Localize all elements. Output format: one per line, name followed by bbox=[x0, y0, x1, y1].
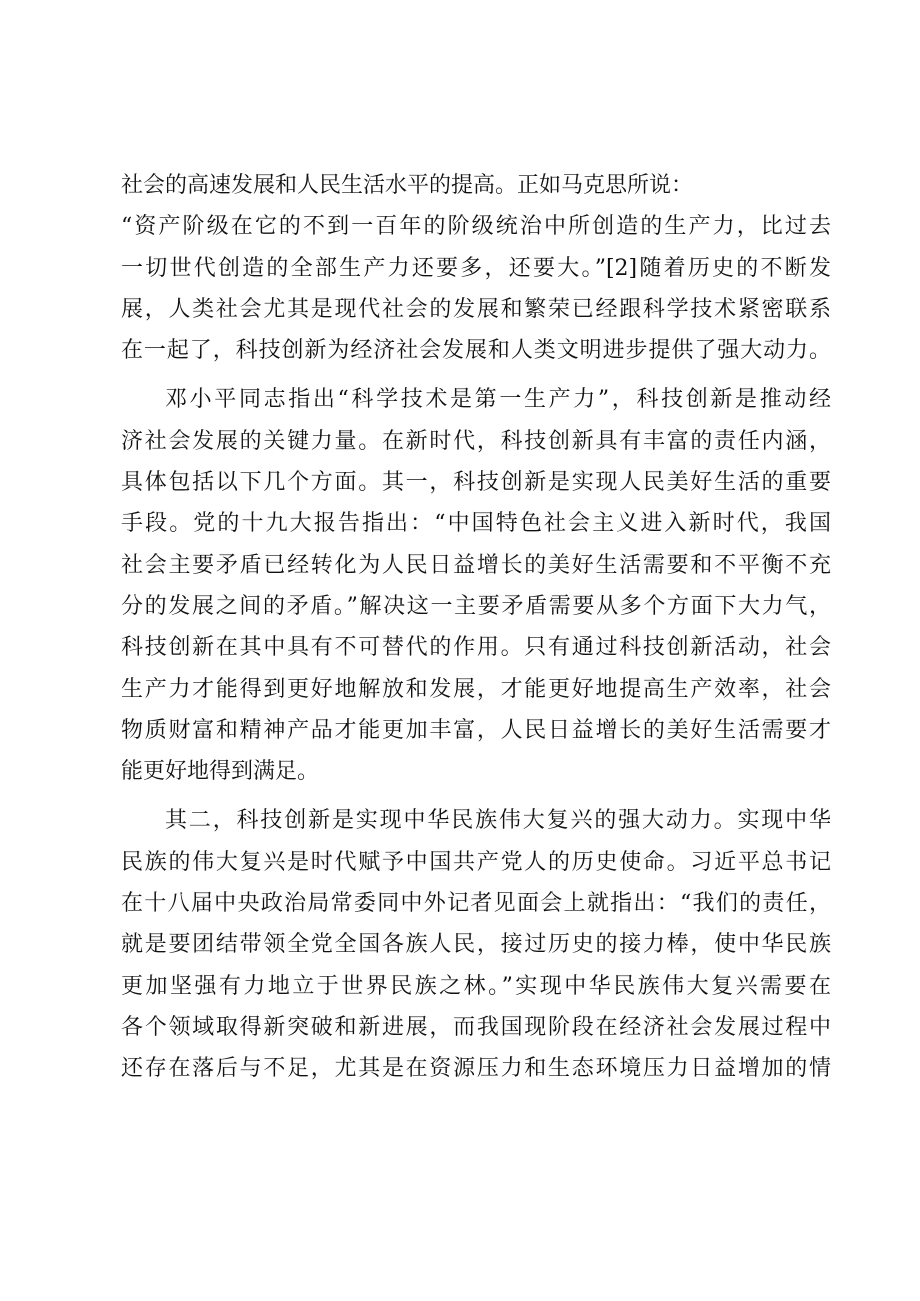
text-line: “资产阶级在它的不到一百年的阶级统治中所创造的生产力，比过去 bbox=[121, 214, 831, 240]
text-line: 还存在落后与不足，尤其是在资源压力和生态环境压力日益增加的情 bbox=[121, 1056, 831, 1082]
text-line: 邓小平同志指出“科学技术是第一生产力”，科技创新是推动经 bbox=[165, 387, 831, 413]
text-line: 各个领域取得新突破和新进展，而我国现阶段在经济社会发展过程中 bbox=[121, 1014, 831, 1040]
text-line: 就是要团结带领全党全国各族人民，接过历史的接力棒，使中华民族 bbox=[121, 932, 831, 958]
text-line: 更加坚强有力地立于世界民族之林。”实现中华民族伟大复兴需要在 bbox=[121, 973, 831, 999]
text-line: 物质财富和精神产品才能更加丰富，人民日益增长的美好生活需要才 bbox=[121, 717, 831, 743]
text-line: 社会主要矛盾已经转化为人民日益增长的美好生活需要和不平衡不充 bbox=[121, 552, 831, 578]
text-line: 展，人类社会尤其是现代社会的发展和繁荣已经跟科学技术紧密联系 bbox=[121, 296, 831, 322]
text-line: 生产力才能得到更好地解放和发展，才能更好地提高生产效率，社会 bbox=[121, 676, 831, 702]
text-line: 科技创新在其中具有不可替代的作用。只有通过科技创新活动，社会 bbox=[121, 635, 831, 661]
paragraph-3 bbox=[121, 800, 831, 1089]
text-line: 在一起了，科技创新为经济社会发展和人类文明进步提供了强大动力。 bbox=[121, 338, 831, 364]
text-line: 分的发展之间的矛盾。”解决这一主要矛盾需要从多个方面下大力气， bbox=[121, 593, 831, 619]
text-line: 一切世代创造的全部生产力还要多，还要大。”[2]随着历史的不断发 bbox=[121, 255, 831, 281]
text-line: 手段。党的十九大报告指出：“中国特色社会主义进入新时代，我国 bbox=[121, 511, 831, 537]
paragraph-2 bbox=[121, 379, 831, 792]
text-line: 能更好地得到满足。 bbox=[121, 759, 320, 785]
text-line: 社会的高速发展和人民生活水平的提高。正如马克思所说： bbox=[121, 173, 694, 198]
paragraph-1 bbox=[121, 165, 831, 371]
body-text bbox=[121, 165, 831, 1090]
text-line: 具体包括以下几个方面。其一，科技创新是实现人民美好生活的重要 bbox=[121, 470, 831, 496]
text-line: 民族的伟大复兴是时代赋予中国共产党人的历史使命。习近平总书记 bbox=[121, 849, 831, 875]
text-line: 其二，科技创新是实现中华民族伟大复兴的强大动力。实现中华 bbox=[165, 808, 831, 834]
text-line: 济社会发展的关键力量。在新时代，科技创新具有丰富的责任内涵， bbox=[121, 428, 831, 454]
text-line: 在十八届中央政治局常委同中外记者见面会上就指出：“我们的责任， bbox=[121, 891, 831, 917]
